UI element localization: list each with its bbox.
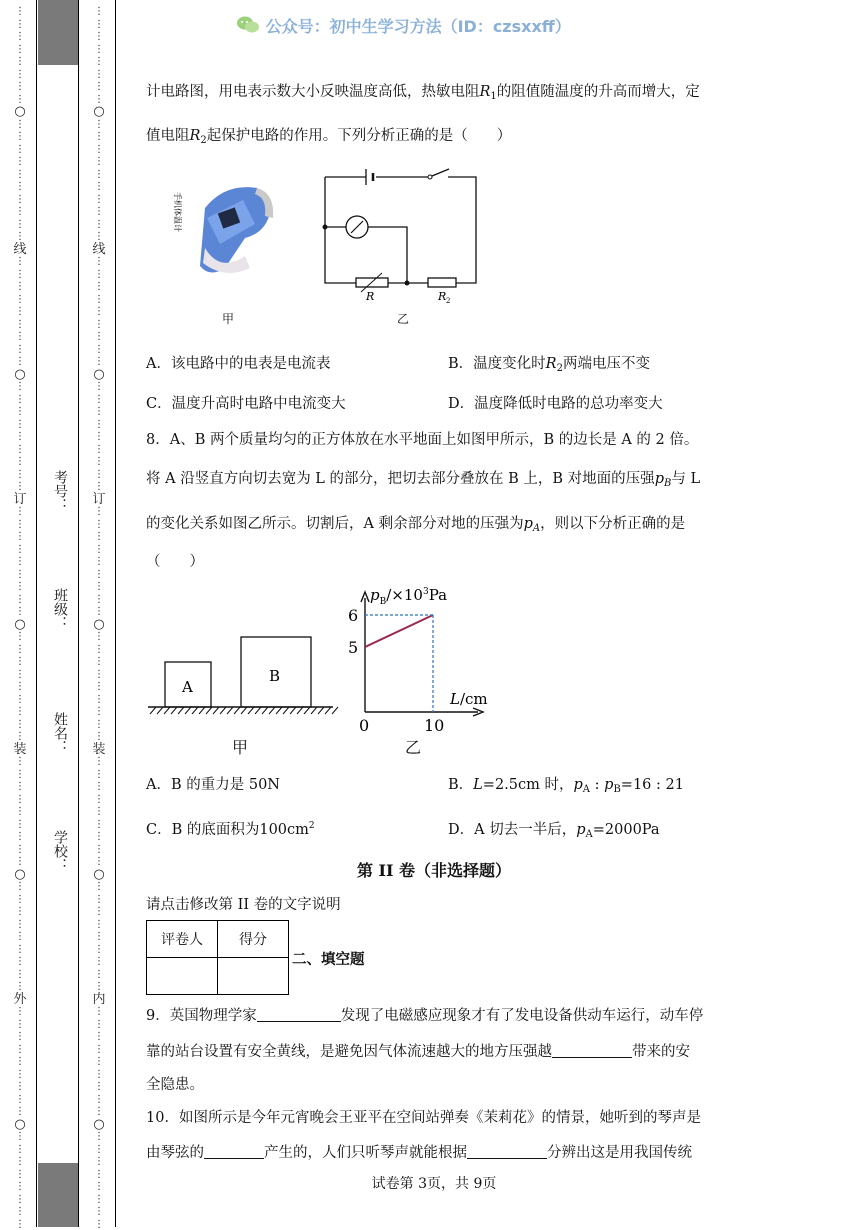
right-binding-marker: 订: [92, 491, 106, 507]
section-2-heading: 二、填空题: [292, 951, 365, 968]
score-table: [146, 920, 289, 995]
left-band-border: [78, 0, 79, 1227]
q8-line1: 8．A、B 两个质量均匀的正方体放在水平地面上如图甲所示，B 的边长是 A 的 2 倍。: [146, 432, 699, 448]
left-binding-marker: 装: [13, 741, 27, 757]
y-tick-label: 5: [348, 638, 359, 657]
svg-text:R: R: [438, 290, 447, 303]
q10-blank-1[interactable]: [204, 1144, 264, 1159]
q9-line3: 全隐患。: [146, 1077, 204, 1093]
right-binding-marker: ○: [93, 1116, 105, 1132]
page-footer: 试卷第 3页，共 9页: [371, 1176, 497, 1192]
q7-line1: 计电路图，用电表示数大小反映温度高低，热敏电阻$R_1$的阻值随温度的升高而增大，定: [146, 84, 700, 102]
right-binding-marker: 线: [92, 241, 106, 257]
left-binding-marker: 订: [13, 491, 27, 507]
left-binding-marker: ○: [14, 1116, 26, 1132]
left-binding-marker: 外: [13, 991, 27, 1007]
q8-fig-b-caption: 乙: [405, 738, 422, 757]
q8-line2: 将 A 沿竖直方向切去宽为 L 的部分，把切去部分叠放在 B 上，B 对地面的压强$p_B$与 L: [146, 471, 701, 489]
right-binding-marker: 内: [92, 991, 106, 1007]
right-binding-marker: ○: [93, 866, 105, 882]
r1-symbol: R: [479, 84, 491, 100]
q8-option-b[interactable]: B．L=2.5cm 时，$p_A$ : $p_B=16$ : 21: [448, 777, 684, 795]
q10-blank-2[interactable]: [467, 1144, 547, 1159]
field-exam-number: 考号：: [52, 470, 68, 512]
q7-fig-a-caption: 甲: [222, 312, 235, 326]
x-axis-label: L/cm: [450, 690, 488, 708]
q9-blank-1[interactable]: [257, 1007, 341, 1022]
svg-text:手机体温计: 手机体温计: [173, 192, 182, 232]
left-binding-border: [36, 0, 37, 1227]
q8-fig-a-caption: 甲: [232, 738, 249, 757]
section-2-title: 第 II 卷（非选择题）: [356, 861, 512, 880]
left-binding-marker: ○: [14, 616, 26, 632]
left-binding-marker: ○: [14, 104, 26, 119]
series-line: [365, 615, 433, 647]
q9-blank-2[interactable]: [552, 1043, 632, 1058]
q8-option-a[interactable]: A．B 的重力是 50N: [146, 777, 280, 793]
svg-text:2: 2: [446, 297, 451, 305]
y-axis-label: $p_B/\times 10^3Pa$: [370, 586, 448, 607]
blocks-figure: [145, 630, 340, 725]
right-binding-marker: ○: [93, 616, 105, 632]
q7-option-a[interactable]: A．该电路中的电表是电流表: [146, 356, 331, 372]
top-gray-band: [38, 0, 78, 65]
field-class: 班级：: [52, 588, 68, 630]
q8-line4: （ ）: [146, 554, 204, 570]
q7-option-b[interactable]: B．温度变化时$R_2$两端电压不变: [448, 356, 650, 374]
section-2-note[interactable]: 请点击修改第 II 卷的文字说明: [146, 897, 341, 913]
x-tick-label: 10: [424, 716, 445, 735]
score-table-score-header: 得分: [218, 921, 289, 958]
field-name: 姓名：: [52, 712, 68, 754]
q7-fig-b-caption: 乙: [397, 312, 410, 326]
pb-symbol: p: [654, 471, 664, 487]
header-text: 公众号：初中生学习方法（ID：czsxxff）: [265, 17, 571, 36]
right-dotted-binding-line: ⋮ ⋮ ⋮ ⋮ ⋮ ⋮ ⋮ ⋮ ○ ⋮ ⋮ ⋮ ⋮ ⋮ ⋮ ⋮ ⋮ ⋮ ⋮ 线 ⋮ ⋮ ⋮ ⋮ ⋮ ⋮ ⋮ ⋮ ⋮ ○ ⋮ ⋮ ⋮ ⋮ ⋮ ⋮ ⋮ ⋮ ⋮ 订 ⋮ ⋮ ⋮ ⋮ ⋮ ⋮ ⋮ ⋮ ⋮ ○ ⋮ ⋮ ⋮ ⋮ ⋮ ⋮ ⋮ ⋮ ⋮ 装 ⋮ ⋮ ⋮ ⋮ ⋮ ⋮ ⋮ ⋮ ⋮ ○ ⋮ ⋮ ⋮ ⋮ ⋮ ⋮ ⋮ ⋮ ⋮ 内 ⋮ ⋮ ⋮ ⋮ ⋮ ⋮ ⋮ ⋮ ⋮ ○ ⋮ ⋮ ⋮ ⋮ ⋮ ⋮ ⋮ ⋮: [92, 6, 106, 1230]
q10-line2: 由琴弦的 产生的，人们只听琴声就能根据 分辨出这是用我国传统: [146, 1145, 692, 1161]
q8-option-c[interactable]: C．B 的底面积为$100cm^2$: [146, 821, 315, 838]
wechat-icon: [236, 15, 260, 35]
r2-symbol: R: [189, 128, 201, 144]
score-table-grader-header: 评卷人: [147, 921, 218, 958]
right-binding-marker: ○: [93, 366, 105, 382]
y-tick-label: 6: [348, 606, 359, 625]
svg-text:B: B: [269, 667, 281, 685]
svg-text:R: R: [366, 290, 375, 303]
x-tick-label: 0: [359, 716, 370, 735]
left-binding-marker: ○: [14, 866, 26, 882]
svg-text:A: A: [182, 678, 193, 696]
left-binding-marker: 线: [13, 241, 27, 257]
right-binding-marker: 装: [92, 741, 106, 757]
left-dotted-binding-line: ⋮ ⋮ ⋮ ⋮ ⋮ ⋮ ⋮ ⋮ ○ ⋮ ⋮ ⋮ ⋮ ⋮ ⋮ ⋮ ⋮ ⋮ ⋮ 线 ⋮ ⋮ ⋮ ⋮ ⋮ ⋮ ⋮ ⋮ ⋮ ○ ⋮ ⋮ ⋮ ⋮ ⋮ ⋮ ⋮ ⋮ ⋮ 订 ⋮ ⋮ ⋮ ⋮ ⋮ ⋮ ⋮ ⋮ ⋮ ○ ⋮ ⋮ ⋮ ⋮ ⋮ ⋮ ⋮ ⋮ ⋮ 装 ⋮ ⋮ ⋮ ⋮ ⋮ ⋮ ⋮ ⋮ ⋮ ○ ⋮ ⋮ ⋮ ⋮ ⋮ ⋮ ⋮ ⋮ ⋮ 外 ⋮ ⋮ ⋮ ⋮ ⋮ ⋮ ⋮ ⋮ ⋮ ○ ⋮ ⋮ ⋮ ⋮ ⋮ ⋮ ⋮ ⋮: [13, 6, 27, 1230]
q8-line3: 的变化关系如图乙所示。切割后，A 剩余部分对地的压强为$p_A$，则以下分析正确的是: [146, 516, 686, 534]
left-binding-marker: ○: [14, 366, 26, 382]
content-border: [115, 0, 116, 1227]
field-school: 学校：: [52, 830, 68, 872]
q10-line1: 10．如图所示是今年元宵晚会王亚平在空间站弹奏《茉莉花》的情景，她听到的琴声是: [146, 1110, 701, 1126]
circuit-diagram: [318, 165, 483, 305]
header-banner: [236, 14, 571, 37]
q9-line1: 9．英国物理学家 发现了电磁感应现象才有了发电设备供动车运行，动车停: [146, 1008, 704, 1024]
wrist-thermometer-figure: [165, 178, 280, 278]
q7-line2: 值电阻$R_2$起保护电路的作用。下列分析正确的是（ ）: [146, 128, 512, 146]
q7-option-c[interactable]: C．温度升高时电路中电流变大: [146, 396, 346, 412]
pa-symbol: p: [523, 516, 533, 532]
score-table-score-cell[interactable]: [218, 958, 289, 995]
q8-option-d[interactable]: D．A 切去一半后，$p_A=2000Pa$: [448, 822, 660, 840]
score-table-grader-cell[interactable]: [147, 958, 218, 995]
right-binding-marker: ○: [93, 104, 105, 119]
q9-line2: 靠的站台设置有安全黄线，是避免因气体流速越大的地方压强越 带来的安: [146, 1044, 690, 1060]
q7-option-d[interactable]: D．温度降低时电路的总功率变大: [448, 396, 663, 412]
pressure-chart: [340, 580, 505, 755]
